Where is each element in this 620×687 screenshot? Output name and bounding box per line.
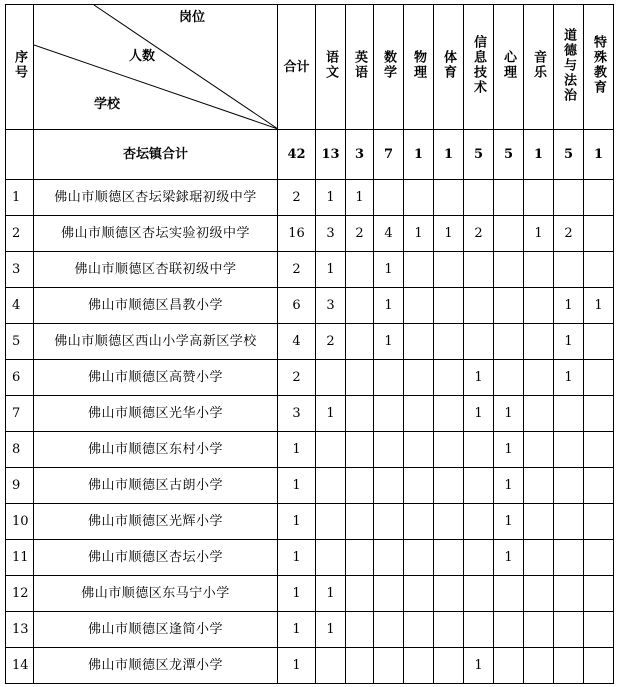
row-subject-count <box>524 396 554 432</box>
row-subject-count <box>434 288 464 324</box>
row-subject-count <box>524 540 554 576</box>
row-subject-count <box>346 360 374 396</box>
row-subject-count <box>554 576 584 612</box>
row-subject-count <box>374 396 404 432</box>
row-subject-count <box>404 252 434 288</box>
subject-header: 道德与法治 <box>554 5 584 130</box>
row-subject-count <box>524 468 554 504</box>
table-row <box>6 216 614 252</box>
row-seq: 5 <box>6 324 34 360</box>
table-row <box>6 432 614 468</box>
row-subject-count <box>434 396 464 432</box>
row-seq: 1 <box>6 180 34 216</box>
diagonal-header-cell <box>34 5 278 130</box>
row-subject-count: 1 <box>494 396 524 432</box>
summary-subject-count: 1 <box>404 130 434 180</box>
row-seq: 2 <box>6 216 34 252</box>
recruitment-table <box>5 4 614 684</box>
table-row <box>6 468 614 504</box>
row-subject-count <box>434 252 464 288</box>
row-subject-count <box>524 576 554 612</box>
row-subject-count <box>374 360 404 396</box>
row-total: 1 <box>278 468 316 504</box>
row-subject-count <box>374 648 404 684</box>
row-subject-count <box>434 576 464 612</box>
summary-subject-count: 1 <box>524 130 554 180</box>
row-subject-count: 1 <box>584 288 614 324</box>
row-subject-count <box>524 432 554 468</box>
table-row <box>6 612 614 648</box>
row-seq: 14 <box>6 648 34 684</box>
row-subject-count <box>346 540 374 576</box>
row-subject-count <box>584 180 614 216</box>
subject-header: 音乐 <box>524 5 554 130</box>
row-subject-count <box>494 576 524 612</box>
row-subject-count <box>464 432 494 468</box>
row-subject-count <box>554 396 584 432</box>
subject-header: 语文 <box>316 5 346 130</box>
row-subject-count <box>584 612 614 648</box>
row-subject-count <box>316 540 346 576</box>
row-subject-count: 1 <box>316 180 346 216</box>
seq-header: 序号 <box>6 5 34 130</box>
row-school: 佛山市顺德区光华小学 <box>34 396 278 432</box>
row-subject-count <box>554 504 584 540</box>
row-subject-count <box>434 504 464 540</box>
row-subject-count <box>434 540 464 576</box>
row-subject-count <box>554 432 584 468</box>
row-school: 佛山市顺德区逢简小学 <box>34 612 278 648</box>
row-seq: 9 <box>6 468 34 504</box>
table-row <box>6 504 614 540</box>
recruitment-table-container <box>5 4 614 684</box>
subject-header: 心理 <box>494 5 524 130</box>
row-subject-count: 3 <box>316 288 346 324</box>
diag-label-school: 学校 <box>94 97 121 112</box>
row-subject-count: 1 <box>464 360 494 396</box>
row-subject-count <box>404 288 434 324</box>
row-school: 佛山市顺德区昌教小学 <box>34 288 278 324</box>
row-subject-count <box>584 648 614 684</box>
row-subject-count: 1 <box>494 504 524 540</box>
row-subject-count <box>494 648 524 684</box>
summary-subject-count: 1 <box>434 130 464 180</box>
diag-label-position: 岗位 <box>179 10 206 25</box>
row-subject-count <box>554 252 584 288</box>
table-row <box>6 180 614 216</box>
row-subject-count <box>524 288 554 324</box>
summary-subject-count: 3 <box>346 130 374 180</box>
row-subject-count <box>554 612 584 648</box>
summary-total: 42 <box>278 130 316 180</box>
row-subject-count <box>494 360 524 396</box>
row-school: 佛山市顺德区杏坛梁銶琚初级中学 <box>34 180 278 216</box>
total-header: 合计 <box>278 5 316 130</box>
row-subject-count <box>374 540 404 576</box>
row-subject-count <box>374 612 404 648</box>
row-total: 6 <box>278 288 316 324</box>
row-subject-count <box>494 288 524 324</box>
row-subject-count: 1 <box>374 324 404 360</box>
row-seq: 13 <box>6 612 34 648</box>
summary-subject-count: 1 <box>584 130 614 180</box>
summary-subject-count: 5 <box>494 130 524 180</box>
row-school: 佛山市顺德区杏坛小学 <box>34 540 278 576</box>
row-subject-count <box>404 324 434 360</box>
row-subject-count <box>494 180 524 216</box>
row-subject-count <box>404 540 434 576</box>
row-subject-count <box>404 648 434 684</box>
header-row <box>6 5 614 130</box>
row-subject-count <box>524 648 554 684</box>
row-school: 佛山市顺德区东马宁小学 <box>34 576 278 612</box>
row-subject-count <box>554 180 584 216</box>
row-subject-count: 1 <box>316 252 346 288</box>
row-subject-count <box>404 468 434 504</box>
row-subject-count <box>374 504 404 540</box>
row-subject-count: 1 <box>374 252 404 288</box>
row-subject-count: 3 <box>316 216 346 252</box>
row-subject-count <box>584 504 614 540</box>
row-subject-count <box>404 180 434 216</box>
row-total: 4 <box>278 324 316 360</box>
row-subject-count <box>524 180 554 216</box>
row-subject-count <box>434 648 464 684</box>
table-row <box>6 360 614 396</box>
row-subject-count: 1 <box>434 216 464 252</box>
row-subject-count <box>374 180 404 216</box>
row-total: 1 <box>278 540 316 576</box>
row-subject-count: 4 <box>374 216 404 252</box>
row-subject-count <box>494 612 524 648</box>
row-subject-count <box>346 396 374 432</box>
row-subject-count: 1 <box>554 324 584 360</box>
row-subject-count <box>464 504 494 540</box>
row-subject-count <box>554 648 584 684</box>
row-subject-count <box>524 612 554 648</box>
row-school: 佛山市顺德区龙潭小学 <box>34 648 278 684</box>
row-subject-count <box>434 612 464 648</box>
row-subject-count: 2 <box>346 216 374 252</box>
row-subject-count: 2 <box>316 324 346 360</box>
row-subject-count: 1 <box>494 468 524 504</box>
row-school: 佛山市顺德区古朗小学 <box>34 468 278 504</box>
row-total: 1 <box>278 612 316 648</box>
row-seq: 12 <box>6 576 34 612</box>
row-school: 佛山市顺德区光辉小学 <box>34 504 278 540</box>
summary-subject-count: 13 <box>316 130 346 180</box>
row-subject-count <box>404 360 434 396</box>
row-subject-count <box>346 612 374 648</box>
row-subject-count <box>346 504 374 540</box>
row-subject-count <box>434 324 464 360</box>
row-subject-count <box>434 468 464 504</box>
row-subject-count <box>434 360 464 396</box>
row-subject-count <box>374 468 404 504</box>
diag-label-count: 人数 <box>129 49 156 64</box>
row-subject-count <box>584 576 614 612</box>
row-subject-count <box>464 576 494 612</box>
row-subject-count <box>464 612 494 648</box>
row-subject-count <box>346 576 374 612</box>
row-subject-count <box>346 432 374 468</box>
row-subject-count: 1 <box>346 180 374 216</box>
row-subject-count <box>494 216 524 252</box>
row-subject-count <box>346 648 374 684</box>
row-school: 佛山市顺德区杏联初级中学 <box>34 252 278 288</box>
row-subject-count <box>494 252 524 288</box>
row-seq: 7 <box>6 396 34 432</box>
row-seq: 4 <box>6 288 34 324</box>
row-subject-count <box>584 396 614 432</box>
row-subject-count <box>464 180 494 216</box>
row-subject-count <box>346 468 374 504</box>
row-subject-count <box>316 504 346 540</box>
summary-subject-count: 7 <box>374 130 404 180</box>
row-subject-count <box>524 360 554 396</box>
row-subject-count: 1 <box>524 216 554 252</box>
row-subject-count: 1 <box>464 648 494 684</box>
row-school: 佛山市顺德区西山小学高新区学校 <box>34 324 278 360</box>
row-subject-count <box>554 468 584 504</box>
row-total: 1 <box>278 576 316 612</box>
row-subject-count <box>464 468 494 504</box>
summary-subject-count: 5 <box>464 130 494 180</box>
row-total: 16 <box>278 216 316 252</box>
row-subject-count: 1 <box>494 540 524 576</box>
row-subject-count <box>584 252 614 288</box>
row-subject-count: 1 <box>404 216 434 252</box>
table-row <box>6 324 614 360</box>
row-seq: 11 <box>6 540 34 576</box>
table-row <box>6 288 614 324</box>
summary-subject-count: 5 <box>554 130 584 180</box>
summary-seq <box>6 130 34 180</box>
row-subject-count <box>584 324 614 360</box>
row-subject-count <box>374 576 404 612</box>
row-subject-count <box>374 432 404 468</box>
subject-header: 特殊教育 <box>584 5 614 130</box>
row-subject-count <box>524 252 554 288</box>
row-subject-count <box>434 432 464 468</box>
subject-header: 体育 <box>434 5 464 130</box>
row-subject-count <box>316 468 346 504</box>
table-row <box>6 540 614 576</box>
table-row <box>6 252 614 288</box>
row-seq: 8 <box>6 432 34 468</box>
row-total: 2 <box>278 252 316 288</box>
row-subject-count <box>554 540 584 576</box>
row-subject-count <box>346 252 374 288</box>
row-total: 2 <box>278 180 316 216</box>
row-subject-count <box>316 648 346 684</box>
row-subject-count: 2 <box>464 216 494 252</box>
row-subject-count <box>404 396 434 432</box>
row-total: 1 <box>278 432 316 468</box>
row-total: 2 <box>278 360 316 396</box>
subject-header: 英语 <box>346 5 374 130</box>
subject-header: 信息技术 <box>464 5 494 130</box>
row-subject-count <box>404 432 434 468</box>
row-subject-count: 1 <box>494 432 524 468</box>
row-school: 佛山市顺德区高赞小学 <box>34 360 278 396</box>
row-subject-count <box>404 612 434 648</box>
row-subject-count: 1 <box>316 612 346 648</box>
row-seq: 10 <box>6 504 34 540</box>
row-subject-count: 1 <box>554 360 584 396</box>
row-subject-count <box>316 432 346 468</box>
subject-header: 数学 <box>374 5 404 130</box>
subject-header: 物理 <box>404 5 434 130</box>
row-subject-count <box>494 324 524 360</box>
row-subject-count <box>404 504 434 540</box>
row-school: 佛山市顺德区杏坛实验初级中学 <box>34 216 278 252</box>
summary-label: 杏坛镇合计 <box>34 130 278 180</box>
row-total: 1 <box>278 648 316 684</box>
row-subject-count <box>404 576 434 612</box>
row-subject-count <box>346 288 374 324</box>
row-total: 1 <box>278 504 316 540</box>
summary-row <box>6 130 614 180</box>
row-subject-count: 1 <box>464 396 494 432</box>
row-seq: 3 <box>6 252 34 288</box>
row-subject-count <box>584 432 614 468</box>
table-row <box>6 576 614 612</box>
table-row <box>6 648 614 684</box>
row-subject-count <box>584 360 614 396</box>
row-subject-count <box>584 216 614 252</box>
diagonal-lines <box>34 5 278 129</box>
row-subject-count: 1 <box>316 396 346 432</box>
row-subject-count <box>316 360 346 396</box>
row-subject-count <box>346 324 374 360</box>
row-subject-count <box>464 324 494 360</box>
row-subject-count: 1 <box>316 576 346 612</box>
row-seq: 6 <box>6 360 34 396</box>
row-total: 3 <box>278 396 316 432</box>
row-subject-count <box>524 324 554 360</box>
row-subject-count <box>464 288 494 324</box>
table-row <box>6 396 614 432</box>
row-subject-count <box>464 252 494 288</box>
row-subject-count <box>524 504 554 540</box>
row-subject-count <box>584 540 614 576</box>
row-subject-count: 1 <box>554 288 584 324</box>
row-subject-count <box>464 540 494 576</box>
row-subject-count: 2 <box>554 216 584 252</box>
row-subject-count: 1 <box>374 288 404 324</box>
row-subject-count <box>434 180 464 216</box>
row-subject-count <box>584 468 614 504</box>
row-school: 佛山市顺德区东村小学 <box>34 432 278 468</box>
